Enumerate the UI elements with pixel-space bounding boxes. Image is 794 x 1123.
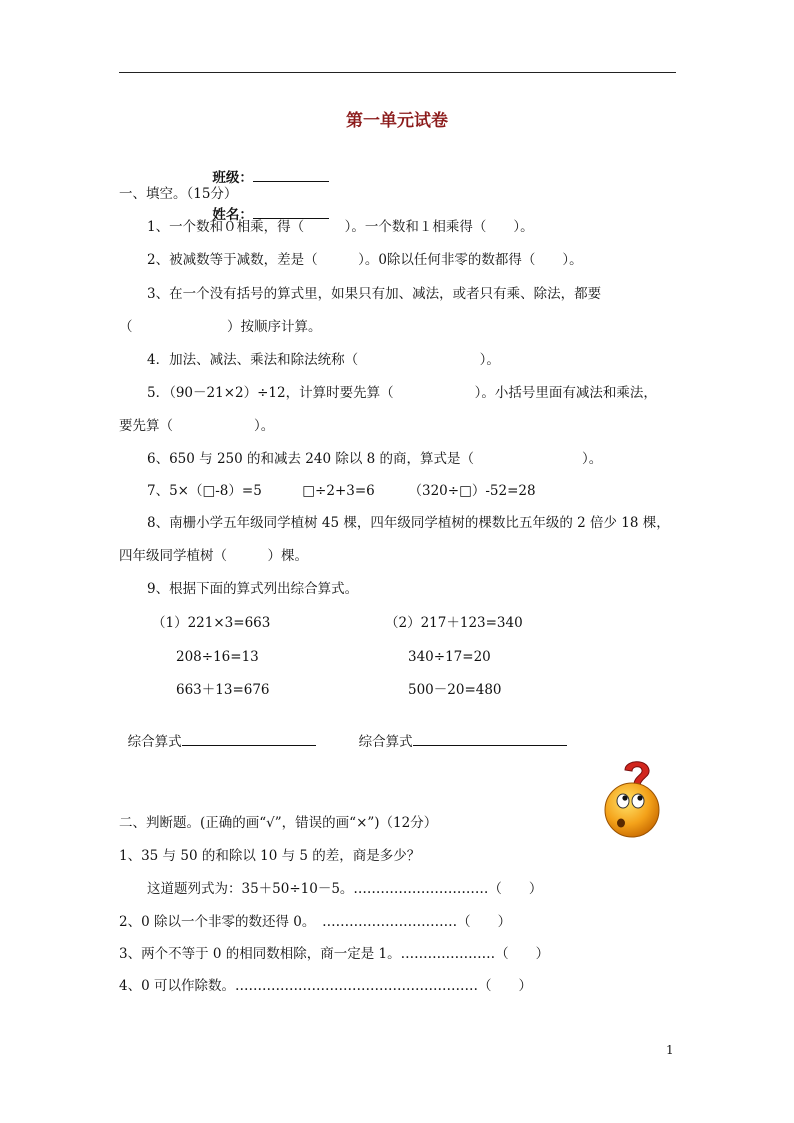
class-label: 班级： [212, 170, 253, 186]
question-5-line1: 5．（90－21×2）÷12，计算时要先算（ ）。小括号里面有减法和乘法， [147, 385, 657, 401]
combined-equation-2 [350, 714, 567, 751]
question-8-line2: 四年级同学植树（ ）棵。 [119, 548, 308, 564]
question-4: 4．加法、减法、乘法和除法统称（ ）。 [147, 352, 500, 368]
page-number: 1 [666, 1043, 674, 1057]
judgment-4: 4、0 可以作除数。………………………………………………（ ） [119, 978, 532, 994]
name-field[interactable] [253, 205, 329, 219]
combined-label-1: 综合算式 [127, 734, 182, 750]
header-rule [119, 72, 676, 73]
judgment-1: 1、35 与 50 的和除以 10 与 5 的差，商是多少？ [119, 848, 421, 864]
judgment-3: 3、两个不等于 0 的相同数相除，商一定是 1。…………………（ ） [119, 946, 550, 962]
equation-group2-line3: 500－20=480 [408, 682, 502, 698]
question-3-line2: （ ）按顺序计算。 [119, 319, 322, 335]
section2-heading: 二、判断题。(正确的画“√”，错误的画“×”)（12分） [119, 815, 438, 831]
combined-equation-1 [119, 714, 316, 751]
equation-group1-line1: （1）221×3=663 [152, 615, 271, 631]
combined-answer-field-1[interactable] [182, 732, 316, 746]
class-field[interactable] [253, 168, 329, 182]
question-2: 2、被减数等于减数，差是（ ）。0除以任何非零的数都得（ ）。 [147, 252, 583, 268]
name-label: 姓名： [212, 207, 253, 223]
question-5-line2: 要先算（ ）。 [119, 418, 275, 434]
combined-answer-field-2[interactable] [413, 732, 567, 746]
question-1: 1、一个数和０相乘，得（ ）。一个数和１相乘得（ ）。 [147, 219, 534, 235]
thinking-face-icon [603, 758, 665, 840]
section1-heading: 一、填空。（15分） [119, 186, 238, 202]
equation-group1-line3: 663＋13=676 [176, 682, 270, 698]
judgment-1-detail: 这道题列式为：35＋50÷10－5。…………………………（ ） [147, 881, 543, 897]
question-9: 9、根据下面的算式列出综合算式。 [147, 581, 359, 597]
equation-group1-line2: 208÷16=13 [176, 649, 259, 665]
question-3-line1: 3、在一个没有括号的算式里，如果只有加、减法，或者只有乘、除法，都要 [147, 286, 602, 302]
page-title: 第一单元试卷 [346, 111, 448, 131]
equation-group2-line1: （2）217＋123=340 [385, 615, 523, 631]
question-8-line1: 8、南栅小学五年级同学植树 45 棵，四年级同学植树的棵数比五年级的 2 倍少 18 棵， [147, 515, 670, 531]
judgment-2: 2、0 除以一个非零的数还得 0。 …………………………（ ） [119, 914, 512, 930]
combined-label-2: 综合算式 [358, 734, 413, 750]
equation-group2-line2: 340÷17=20 [408, 649, 491, 665]
question-7: 7、5×（□-8）=5 □÷2+3=6 （320÷□）-52=28 [147, 483, 536, 499]
question-6: 6、650 与 250 的和减去 240 除以 8 的商，算式是（ ）。 [147, 451, 603, 467]
